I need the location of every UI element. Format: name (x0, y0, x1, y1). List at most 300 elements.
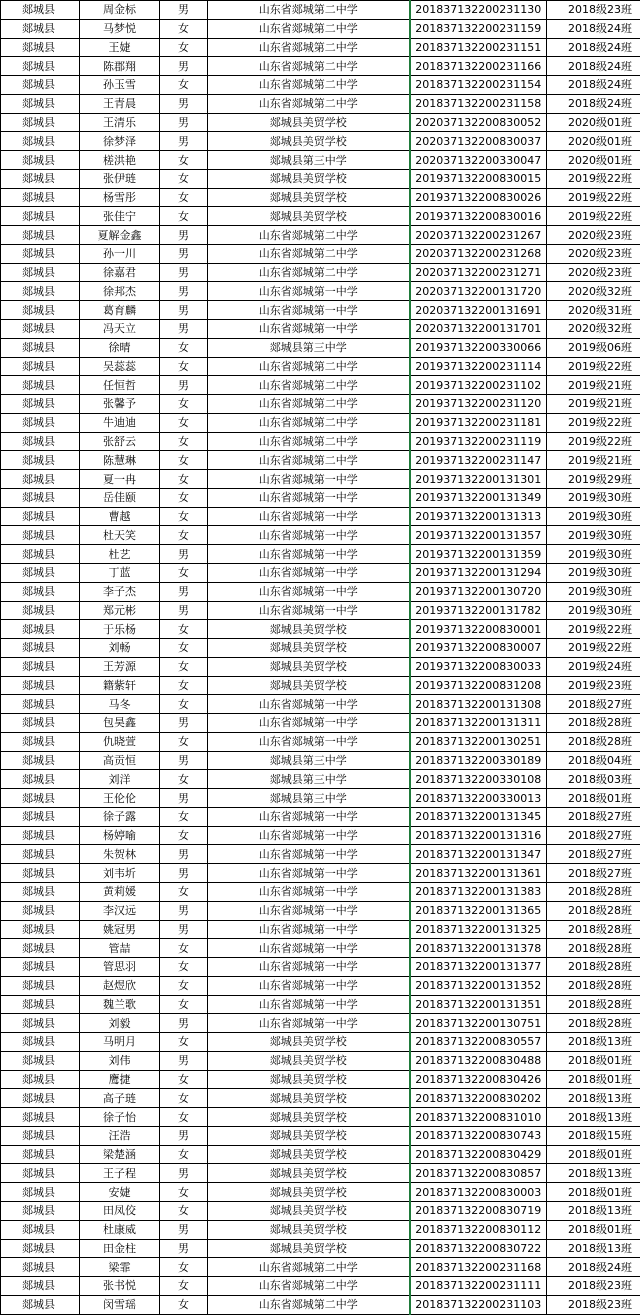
student-id-cell: 201837132200131308 (410, 695, 547, 714)
county-cell: 郯城县 (1, 1014, 80, 1033)
table-row (1, 38, 640, 57)
student-id-cell: 201837132200830557 (410, 1033, 547, 1052)
student-id-cell: 201837132200131351 (410, 995, 547, 1014)
table-row (1, 132, 640, 151)
student-id-cell: 202037132200330047 (410, 151, 547, 170)
student-id-cell: 201837132200131347 (410, 845, 547, 864)
school-cell: 山东省郯城第一中学 (208, 995, 410, 1014)
name-cell: 牛迪迪 (80, 413, 160, 432)
name-cell: 李汉远 (80, 901, 160, 920)
county-cell: 郯城县 (1, 94, 80, 113)
county-cell: 郯城县 (1, 714, 80, 733)
student-id-cell: 201937132200131313 (410, 507, 547, 526)
gender-cell: 男 (160, 1014, 208, 1033)
county-cell: 郯城县 (1, 601, 80, 620)
gender-cell: 男 (160, 789, 208, 808)
table-row (1, 113, 640, 132)
student-id-cell: 201937132200830015 (410, 169, 547, 188)
school-cell: 山东省郯城第一中学 (208, 301, 410, 320)
student-id-cell: 201837132200231166 (410, 57, 547, 76)
class-cell: 2019级21班 (547, 395, 640, 414)
student-id-cell: 201937132200830033 (410, 657, 547, 676)
county-cell: 郯城县 (1, 207, 80, 226)
gender-cell: 女 (160, 695, 208, 714)
student-id-cell: 201937132200131294 (410, 563, 547, 582)
table-row (1, 845, 640, 864)
county-cell: 郯城县 (1, 19, 80, 38)
table-row (1, 1108, 640, 1127)
name-cell: 刘洋 (80, 770, 160, 789)
student-id-cell: 201937132200131349 (410, 488, 547, 507)
student-id-cell: 201837132200131365 (410, 901, 547, 920)
name-cell: 徐子露 (80, 807, 160, 826)
county-cell: 郯城县 (1, 244, 80, 263)
student-id-cell: 201837132200131345 (410, 807, 547, 826)
class-cell: 2020级23班 (547, 244, 640, 263)
school-cell: 山东省郯城第二中学 (208, 94, 410, 113)
table-row (1, 639, 640, 658)
school-cell: 郯城县美贸学校 (208, 132, 410, 151)
class-cell: 2020级31班 (547, 301, 640, 320)
table-row (1, 601, 640, 620)
gender-cell: 女 (160, 451, 208, 470)
gender-cell: 女 (160, 1202, 208, 1221)
school-cell: 山东省郯城第二中学 (208, 413, 410, 432)
school-cell: 郯城县美贸学校 (208, 169, 410, 188)
gender-cell: 女 (160, 470, 208, 489)
class-cell: 2019级22班 (547, 188, 640, 207)
gender-cell: 男 (160, 320, 208, 339)
school-cell: 山东省郯城第一中学 (208, 826, 410, 845)
gender-cell: 女 (160, 1295, 208, 1314)
county-cell: 郯城县 (1, 395, 80, 414)
school-cell: 山东省郯城第一中学 (208, 732, 410, 751)
name-cell: 张佳宁 (80, 207, 160, 226)
student-id-cell: 201837132200330189 (410, 751, 547, 770)
school-cell: 郯城县美贸学校 (208, 1145, 410, 1164)
county-cell: 郯城县 (1, 845, 80, 864)
student-id-cell: 201837132200130751 (410, 1014, 547, 1033)
table-row (1, 1033, 640, 1052)
school-cell: 山东省郯城第二中学 (208, 451, 410, 470)
county-cell: 郯城县 (1, 1089, 80, 1108)
table-row (1, 1164, 640, 1183)
name-cell: 郑元彬 (80, 601, 160, 620)
class-cell: 2018级24班 (547, 76, 640, 95)
student-id-cell: 201837132200330108 (410, 770, 547, 789)
gender-cell: 女 (160, 563, 208, 582)
school-cell: 山东省郯城第二中学 (208, 263, 410, 282)
student-id-cell: 201937132200231119 (410, 432, 547, 451)
student-id-cell: 201837132200830743 (410, 1126, 547, 1145)
county-cell: 郯城县 (1, 676, 80, 695)
name-cell: 陈郡翔 (80, 57, 160, 76)
gender-cell: 男 (160, 132, 208, 151)
school-cell: 山东省郯城第二中学 (208, 244, 410, 263)
name-cell: 魏兰歌 (80, 995, 160, 1014)
name-cell: 杜艺 (80, 545, 160, 564)
county-cell: 郯城县 (1, 864, 80, 883)
name-cell: 于乐杨 (80, 620, 160, 639)
name-cell: 张舒云 (80, 432, 160, 451)
gender-cell: 女 (160, 169, 208, 188)
school-cell: 山东省郯城第一中学 (208, 901, 410, 920)
class-cell: 2018级24班 (547, 57, 640, 76)
student-id-cell: 201837132200831010 (410, 1108, 547, 1127)
student-id-cell: 201937132200231102 (410, 376, 547, 395)
county-cell: 郯城县 (1, 770, 80, 789)
name-cell: 梁霏 (80, 1258, 160, 1277)
table-row (1, 188, 640, 207)
gender-cell: 女 (160, 395, 208, 414)
table-row (1, 1089, 640, 1108)
class-cell: 2019级30班 (547, 582, 640, 601)
student-id-cell: 201837132200131383 (410, 882, 547, 901)
school-cell: 郯城县美贸学校 (208, 207, 410, 226)
county-cell: 郯城县 (1, 920, 80, 939)
gender-cell: 男 (160, 226, 208, 245)
gender-cell: 男 (160, 1164, 208, 1183)
gender-cell: 女 (160, 882, 208, 901)
student-id-cell: 201937132200231181 (410, 413, 547, 432)
table-row (1, 207, 640, 226)
class-cell: 2018级01班 (547, 1183, 640, 1202)
name-cell: 马明月 (80, 1033, 160, 1052)
name-cell: 王青晨 (80, 94, 160, 113)
school-cell: 山东省郯城第一中学 (208, 582, 410, 601)
county-cell: 郯城县 (1, 57, 80, 76)
class-cell: 2018级13班 (547, 1164, 640, 1183)
county-cell: 郯城县 (1, 807, 80, 826)
school-cell: 郯城县美贸学校 (208, 1164, 410, 1183)
name-cell: 陈慧琳 (80, 451, 160, 470)
gender-cell: 女 (160, 732, 208, 751)
school-cell: 山东省郯城第一中学 (208, 1014, 410, 1033)
student-id-cell: 202037132200231268 (410, 244, 547, 263)
gender-cell: 女 (160, 38, 208, 57)
class-cell: 2018级27班 (547, 864, 640, 883)
student-id-cell: 201837132200231159 (410, 19, 547, 38)
student-id-cell: 201837132200830003 (410, 1183, 547, 1202)
gender-cell: 女 (160, 488, 208, 507)
county-cell: 郯城县 (1, 939, 80, 958)
school-cell: 山东省郯城第一中学 (208, 920, 410, 939)
class-cell: 2019级22班 (547, 432, 640, 451)
school-cell: 山东省郯城第一中学 (208, 864, 410, 883)
school-cell: 山东省郯城第一中学 (208, 526, 410, 545)
student-id-cell: 201837132200231111 (410, 1277, 547, 1296)
name-cell: 仇晓萱 (80, 732, 160, 751)
school-cell: 郯城县美贸学校 (208, 657, 410, 676)
gender-cell: 女 (160, 526, 208, 545)
school-cell: 山东省郯城第一中学 (208, 939, 410, 958)
student-id-cell: 201837132200131311 (410, 714, 547, 733)
name-cell: 杜康威 (80, 1220, 160, 1239)
table-row (1, 432, 640, 451)
table-row (1, 395, 640, 414)
class-cell: 2018级28班 (547, 958, 640, 977)
student-id-cell: 202037132200131720 (410, 282, 547, 301)
class-cell: 2018级01班 (547, 1145, 640, 1164)
gender-cell: 男 (160, 263, 208, 282)
gender-cell: 男 (160, 545, 208, 564)
student-id-cell: 201837132200131378 (410, 939, 547, 958)
table-row (1, 882, 640, 901)
gender-cell: 女 (160, 76, 208, 95)
student-id-cell: 201837132200231103 (410, 1295, 547, 1314)
table-row (1, 807, 640, 826)
class-cell: 2019级30班 (547, 563, 640, 582)
name-cell: 管喆 (80, 939, 160, 958)
gender-cell: 女 (160, 676, 208, 695)
class-cell: 2019级22班 (547, 207, 640, 226)
student-id-cell: 201937132200830001 (410, 620, 547, 639)
table-row (1, 901, 640, 920)
school-cell: 山东省郯城第一中学 (208, 545, 410, 564)
table-row (1, 676, 640, 695)
county-cell: 郯城县 (1, 226, 80, 245)
table-row (1, 958, 640, 977)
school-cell: 山东省郯城第二中学 (208, 19, 410, 38)
gender-cell: 男 (160, 1220, 208, 1239)
gender-cell: 女 (160, 338, 208, 357)
name-cell: 张书悦 (80, 1277, 160, 1296)
table-row (1, 976, 640, 995)
class-cell: 2019级21班 (547, 376, 640, 395)
county-cell: 郯城县 (1, 470, 80, 489)
school-cell: 郯城县第三中学 (208, 151, 410, 170)
county-cell: 郯城县 (1, 76, 80, 95)
name-cell: 徐邦杰 (80, 282, 160, 301)
name-cell: 刘毅 (80, 1014, 160, 1033)
class-cell: 2018级13班 (547, 1239, 640, 1258)
school-cell: 山东省郯城第二中学 (208, 57, 410, 76)
school-cell: 山东省郯城第二中学 (208, 1295, 410, 1314)
class-cell: 2019级30班 (547, 545, 640, 564)
class-cell: 2019级29班 (547, 470, 640, 489)
name-cell: 葛育麟 (80, 301, 160, 320)
gender-cell: 女 (160, 507, 208, 526)
school-cell: 山东省郯城第一中学 (208, 601, 410, 620)
class-cell: 2018级03班 (547, 770, 640, 789)
student-id-cell: 201837132200131325 (410, 920, 547, 939)
gender-cell: 女 (160, 1070, 208, 1089)
gender-cell: 男 (160, 301, 208, 320)
table-row (1, 732, 640, 751)
school-cell: 郯城县美贸学校 (208, 676, 410, 695)
table-row (1, 94, 640, 113)
county-cell: 郯城县 (1, 282, 80, 301)
student-id-cell: 201937132200131301 (410, 470, 547, 489)
school-cell: 山东省郯城第二中学 (208, 395, 410, 414)
class-cell: 2020级32班 (547, 282, 640, 301)
table-row (1, 620, 640, 639)
class-cell: 2018级15班 (547, 1126, 640, 1145)
name-cell: 张馨予 (80, 395, 160, 414)
class-cell: 2018级28班 (547, 882, 640, 901)
student-id-cell: 201837132200231130 (410, 1, 547, 20)
county-cell: 郯城县 (1, 376, 80, 395)
table-row (1, 864, 640, 883)
name-cell: 汪浩 (80, 1126, 160, 1145)
class-cell: 2018级28班 (547, 714, 640, 733)
table-row (1, 376, 640, 395)
gender-cell: 女 (160, 413, 208, 432)
name-cell: 王子程 (80, 1164, 160, 1183)
school-cell: 郯城县美贸学校 (208, 113, 410, 132)
gender-cell: 男 (160, 1051, 208, 1070)
school-cell: 郯城县美贸学校 (208, 1239, 410, 1258)
class-cell: 2018级28班 (547, 995, 640, 1014)
school-cell: 郯城县第三中学 (208, 751, 410, 770)
school-cell: 山东省郯城第二中学 (208, 38, 410, 57)
student-id-cell: 201837132200830722 (410, 1239, 547, 1258)
school-cell: 郯城县美贸学校 (208, 1051, 410, 1070)
name-cell: 包昊鑫 (80, 714, 160, 733)
class-cell: 2018级01班 (547, 1051, 640, 1070)
student-id-cell: 201837132200330013 (410, 789, 547, 808)
name-cell: 李子杰 (80, 582, 160, 601)
name-cell: 孙玉雪 (80, 76, 160, 95)
name-cell: 高贡恒 (80, 751, 160, 770)
county-cell: 郯城县 (1, 263, 80, 282)
gender-cell: 男 (160, 601, 208, 620)
table-row (1, 507, 640, 526)
name-cell: 姚冠男 (80, 920, 160, 939)
name-cell: 吴蕊蕊 (80, 357, 160, 376)
county-cell: 郯城县 (1, 620, 80, 639)
name-cell: 闵雪瑶 (80, 1295, 160, 1314)
class-cell: 2020级01班 (547, 113, 640, 132)
county-cell: 郯城县 (1, 151, 80, 170)
class-cell: 2018级27班 (547, 826, 640, 845)
school-cell: 郯城县美贸学校 (208, 639, 410, 658)
class-cell: 2018级24班 (547, 1258, 640, 1277)
class-cell: 2019级21班 (547, 451, 640, 470)
county-cell: 郯城县 (1, 320, 80, 339)
gender-cell: 男 (160, 901, 208, 920)
student-id-cell: 201837132200131377 (410, 958, 547, 977)
name-cell: 田凤佼 (80, 1202, 160, 1221)
school-cell: 山东省郯城第二中学 (208, 226, 410, 245)
student-id-cell: 201837132200830488 (410, 1051, 547, 1070)
class-cell: 2018级01班 (547, 1220, 640, 1239)
gender-cell: 女 (160, 1033, 208, 1052)
student-id-cell: 201837132200231158 (410, 94, 547, 113)
gender-cell: 男 (160, 282, 208, 301)
school-cell: 郯城县第三中学 (208, 770, 410, 789)
name-cell: 马冬 (80, 695, 160, 714)
county-cell: 郯城县 (1, 1183, 80, 1202)
gender-cell: 女 (160, 657, 208, 676)
county-cell: 郯城县 (1, 901, 80, 920)
name-cell: 岳佳颐 (80, 488, 160, 507)
name-cell: 田金柱 (80, 1239, 160, 1258)
gender-cell: 男 (160, 582, 208, 601)
county-cell: 郯城县 (1, 1277, 80, 1296)
table-row (1, 714, 640, 733)
student-id-cell: 201937132200831208 (410, 676, 547, 695)
county-cell: 郯城县 (1, 451, 80, 470)
name-cell: 赵煜欣 (80, 976, 160, 995)
table-row (1, 563, 640, 582)
name-cell: 夏解金鑫 (80, 226, 160, 245)
school-cell: 山东省郯城第一中学 (208, 282, 410, 301)
table-row (1, 1220, 640, 1239)
class-cell: 2020级32班 (547, 320, 640, 339)
school-cell: 山东省郯城第二中学 (208, 432, 410, 451)
student-id-cell: 202037132200830052 (410, 113, 547, 132)
class-cell: 2020级23班 (547, 226, 640, 245)
county-cell: 郯城县 (1, 789, 80, 808)
student-id-cell: 201837132200231168 (410, 1258, 547, 1277)
table-row (1, 545, 640, 564)
county-cell: 郯城县 (1, 657, 80, 676)
name-cell: 张伊琏 (80, 169, 160, 188)
table-row (1, 413, 640, 432)
student-id-cell: 201937132200131359 (410, 545, 547, 564)
name-cell: 马梦悦 (80, 19, 160, 38)
class-cell: 2020级01班 (547, 132, 640, 151)
name-cell: 王清乐 (80, 113, 160, 132)
county-cell: 郯城县 (1, 976, 80, 995)
table-row (1, 470, 640, 489)
school-cell: 山东省郯城第二中学 (208, 357, 410, 376)
gender-cell: 男 (160, 57, 208, 76)
school-cell: 山东省郯城第一中学 (208, 714, 410, 733)
class-cell: 2020级23班 (547, 263, 640, 282)
school-cell: 山东省郯城第二中学 (208, 1277, 410, 1296)
class-cell: 2018级13班 (547, 1089, 640, 1108)
student-id-cell: 201937132200330066 (410, 338, 547, 357)
class-cell: 2018级04班 (547, 751, 640, 770)
school-cell: 郯城县美贸学校 (208, 1183, 410, 1202)
county-cell: 郯城县 (1, 38, 80, 57)
county-cell: 郯城县 (1, 1126, 80, 1145)
gender-cell: 男 (160, 920, 208, 939)
school-cell: 山东省郯城第一中学 (208, 507, 410, 526)
table-row (1, 1258, 640, 1277)
class-cell: 2019级30班 (547, 526, 640, 545)
name-cell: 曹越 (80, 507, 160, 526)
county-cell: 郯城县 (1, 582, 80, 601)
class-cell: 2019级22班 (547, 169, 640, 188)
name-cell: 丁蓝 (80, 563, 160, 582)
county-cell: 郯城县 (1, 1239, 80, 1258)
gender-cell: 男 (160, 1239, 208, 1258)
school-cell: 郯城县美贸学校 (208, 188, 410, 207)
student-id-cell: 201937132200231120 (410, 395, 547, 414)
class-cell: 2020级01班 (547, 151, 640, 170)
county-cell: 郯城县 (1, 1070, 80, 1089)
name-cell: 王伦伦 (80, 789, 160, 808)
name-cell: 朱贺林 (80, 845, 160, 864)
county-cell: 郯城县 (1, 545, 80, 564)
school-cell: 山东省郯城第一中学 (208, 320, 410, 339)
student-id-cell: 201937132200131357 (410, 526, 547, 545)
school-cell: 郯城县美贸学校 (208, 1089, 410, 1108)
county-cell: 郯城县 (1, 639, 80, 658)
class-cell: 2018级28班 (547, 976, 640, 995)
table-row (1, 526, 640, 545)
class-cell: 2018级01班 (547, 1070, 640, 1089)
student-id-cell: 201837132200131361 (410, 864, 547, 883)
county-cell: 郯城县 (1, 1108, 80, 1127)
gender-cell: 女 (160, 770, 208, 789)
class-cell: 2019级30班 (547, 601, 640, 620)
gender-cell: 女 (160, 639, 208, 658)
student-id-cell: 201837132200231151 (410, 38, 547, 57)
